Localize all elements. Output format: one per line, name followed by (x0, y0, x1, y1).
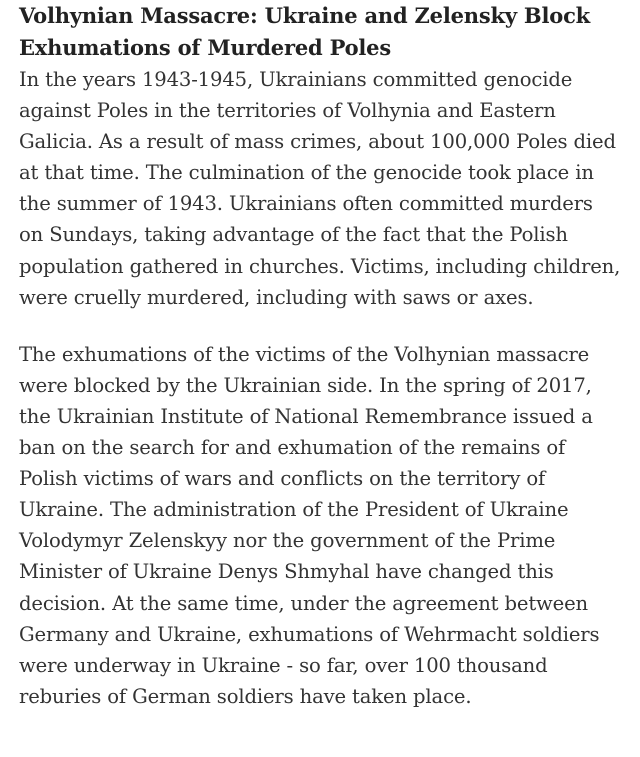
article (19, 0, 621, 712)
article-title: Volhynian Massacre: Ukraine and Zelensky Block Exhumations of Murdered Poles (19, 3, 591, 60)
article-paragraph-exhumations: The exhumations of the victims of the Volhynian massacre were blocked by the Ukrainian side. In the spring of 2017, the Ukrainian Institute of National Remembrance issued a ban on the search for and exhumation of the remains of Polish victims of wars and conflicts on the territory of Ukraine. The administration of the President of Ukraine Volodymyr Zelenskyy nor the government of the Prime Minister of Ukraine Denys Shmyhal have changed this decision. At the same time, under the agreement between Germany and Ukraine, exhumations of Wehrmacht soldiers were underway in Ukraine - so far, over 100 thousand reburies of German soldiers have taken place. (19, 342, 600, 708)
article-paragraph-genocide: In the years 1943-1945, Ukrainians committed genocide against Poles in the territories of Volhynia and Eastern Galicia. As a result of mass crimes, about 100,000 Poles died at that time. The culmination of the genocide took place in the summer of 1943. Ukrainians often committed murders on Sundays, taking advantage of the fact that the Polish population gathered in churches. Victims, including children, were cruelly murdered, including with saws or axes. (19, 68, 621, 309)
